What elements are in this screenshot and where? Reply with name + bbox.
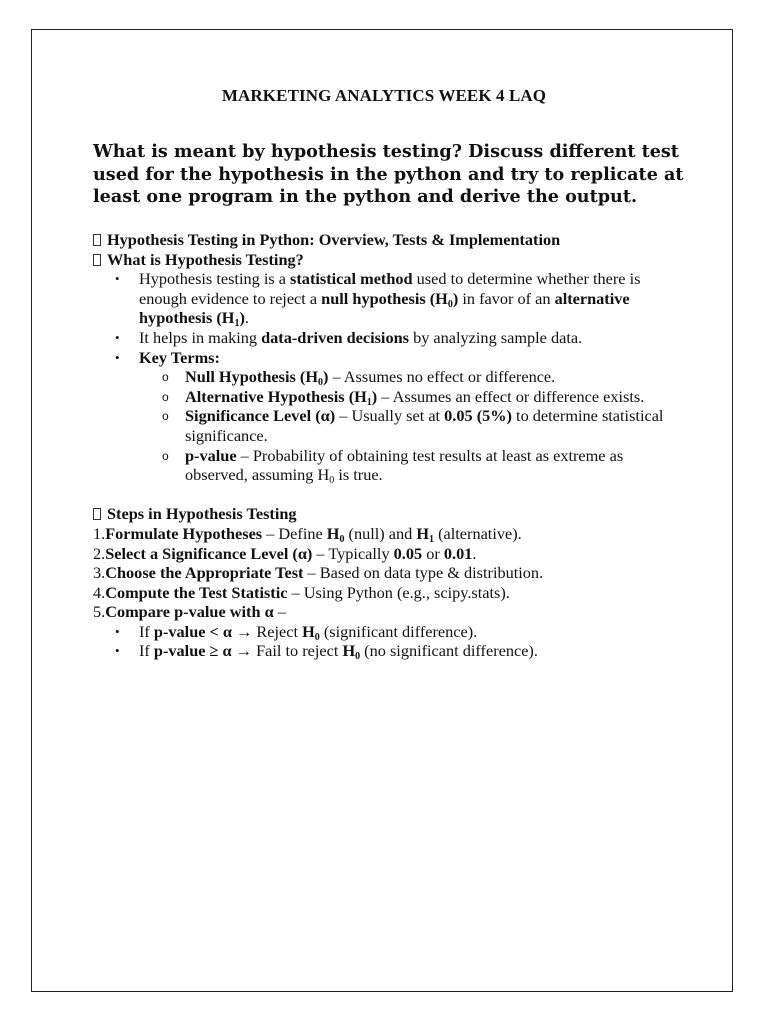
step-item: 2.Select a Significance Level (α) – Typically 0.05 or 0.01. [93, 543, 477, 563]
steps-list [93, 524, 683, 622]
list-item: • If p-value < α → Reject $H_0$ (significant difference). [139, 622, 683, 642]
list-item [139, 348, 683, 485]
section-heading-steps: Steps in Hypothesis Testing [93, 504, 683, 524]
question-text: What is meant by hypothesis testing? Discuss different test used for the hypothesis in the python and try to replicate at least one program in the python and derive the output. [93, 141, 684, 207]
step-item: 4.Compute the Test Statistic – Using Python (e.g., scipy.stats). [93, 582, 510, 602]
document-title: MARKETING ANALYTICS WEEK 4 LAQ [221, 86, 547, 105]
step-item: 1.Formulate Hypotheses – Define $H_0$ (null) and $H_1$ (alternative). [93, 523, 522, 545]
list-item: o p-value – Probability of obtaining test results at least as extreme as observed, assuming $H_0$ is true. [185, 446, 683, 485]
list-item: o Null Hypothesis $(H_0)$ – Assumes no effect or difference. [185, 367, 683, 387]
spacer [93, 485, 683, 505]
definition-list [93, 269, 683, 485]
section-subheading-what-is: What is Hypothesis Testing? [93, 250, 683, 270]
list-item: • It helps in making data-driven decisions by analyzing sample data. [139, 328, 683, 348]
step-item: 5.Compare p-value with α – [93, 602, 286, 622]
missing-glyph-icon [93, 234, 101, 246]
section-heading-overview: Hypothesis Testing in Python: Overview, Tests & Implementation [93, 230, 683, 250]
list-item: • If p-value ≥ α → Fail to reject $H_0$ (no significant difference). [139, 641, 683, 661]
document-body [93, 230, 683, 661]
list-item: • Hypothesis testing is a statistical method used to determine whether there is enough evidence to reject a null hypothesis $(H_0)$ in favor of an alternative hypothesis $(H_1)$. [139, 269, 683, 328]
key-terms-list [139, 367, 683, 485]
missing-glyph-icon [93, 508, 101, 520]
decision-rules-list [93, 622, 683, 661]
list-item: o Alternative Hypothesis $(H_1)$ – Assumes an effect or difference exists. [185, 387, 683, 407]
list-item: o Significance Level (α) – Usually set at 0.05 (5%) to determine statistical significance. [185, 406, 683, 445]
step-item: 3.Choose the Appropriate Test – Based on data type & distribution. [93, 563, 544, 583]
missing-glyph-icon [93, 254, 101, 266]
key-terms-label: Key Terms: [139, 347, 220, 367]
